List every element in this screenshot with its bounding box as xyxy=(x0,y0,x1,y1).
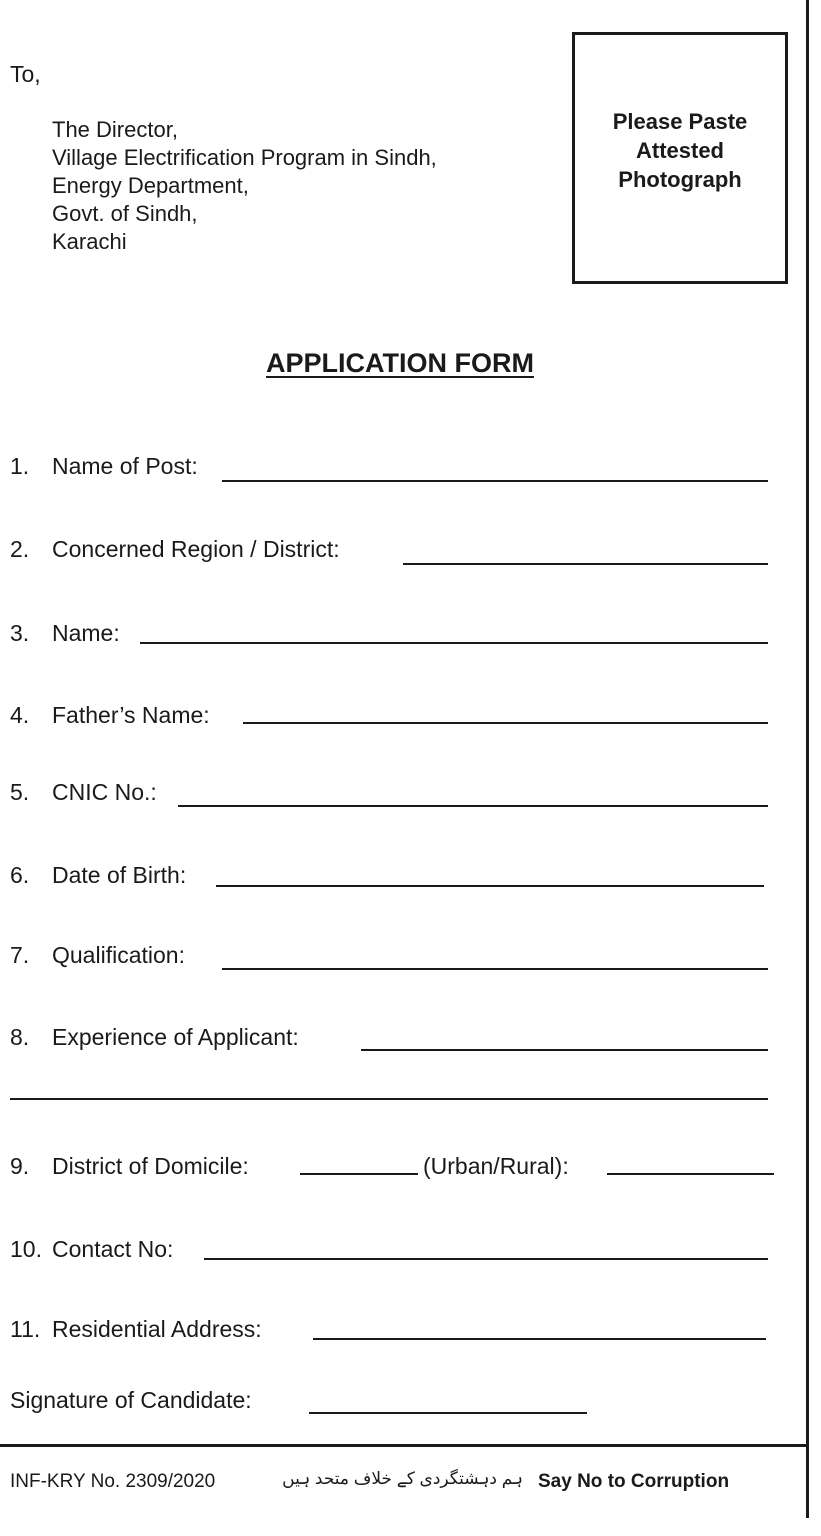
field-number: 10. xyxy=(10,1236,42,1262)
field-number: 11. xyxy=(10,1316,41,1342)
field-label-name: Name: xyxy=(52,620,120,646)
name-of-post-input-line[interactable] xyxy=(222,480,768,482)
field-label-fathers-name: Father’s Name: xyxy=(52,702,210,728)
field-number: 9. xyxy=(10,1153,30,1179)
address-line: The Director, xyxy=(52,117,178,142)
signature-label: Signature of Candidate: xyxy=(10,1387,252,1413)
address-line: Karachi xyxy=(52,229,127,254)
field-label-district-of-domicile: District of Domicile: xyxy=(52,1153,249,1179)
field-number: 8. xyxy=(10,1024,30,1050)
address-line: Govt. of Sindh, xyxy=(52,201,198,226)
qualification-input-line[interactable] xyxy=(222,968,768,970)
district-of-domicile-input-line[interactable] xyxy=(300,1173,418,1175)
experience-input-line-2[interactable] xyxy=(10,1098,768,1100)
address-line: Village Electrification Program in Sindh, xyxy=(52,145,437,170)
photo-paste-box[interactable] xyxy=(572,32,788,284)
field-label-urban-rural: (Urban/Rural): xyxy=(423,1153,569,1179)
field-number: 5. xyxy=(10,779,30,805)
field-number: 3. xyxy=(10,620,30,646)
field-number: 4. xyxy=(10,702,30,728)
field-label-residential-address: Residential Address: xyxy=(52,1316,262,1342)
concerned-region-input-line[interactable] xyxy=(403,563,768,565)
field-label-experience: Experience of Applicant: xyxy=(52,1024,299,1050)
residential-address-input-line[interactable] xyxy=(313,1338,766,1340)
signature-line[interactable] xyxy=(309,1412,587,1414)
cnic-input-line[interactable] xyxy=(178,805,768,807)
form-title: APPLICATION FORM xyxy=(266,348,534,378)
reference-number: INF-KRY No. 2309/2020 xyxy=(10,1471,216,1492)
photo-instruction-line: Attested xyxy=(635,138,724,163)
urdu-slogan: ہم دہشتگردی کے خلاف متحد ہیں xyxy=(282,1469,523,1488)
field-number: 6. xyxy=(10,862,30,888)
experience-input-line[interactable] xyxy=(361,1049,768,1051)
salutation: To, xyxy=(10,61,41,87)
field-number: 7. xyxy=(10,942,30,968)
field-number: 2. xyxy=(10,536,30,562)
date-of-birth-input-line[interactable] xyxy=(216,885,764,887)
field-label-cnic: CNIC No.: xyxy=(52,779,157,805)
contact-no-input-line[interactable] xyxy=(204,1258,768,1260)
page-right-border xyxy=(806,0,809,1518)
photo-instructions xyxy=(575,107,785,194)
field-label-name-of-post: Name of Post: xyxy=(52,453,198,479)
urban-rural-input-line[interactable] xyxy=(607,1173,774,1175)
corruption-slogan: Say No to Corruption xyxy=(538,1471,730,1492)
address-line: Energy Department, xyxy=(52,173,249,198)
recipient-address xyxy=(52,116,437,256)
field-label-date-of-birth: Date of Birth: xyxy=(52,862,187,888)
field-label-qualification: Qualification: xyxy=(52,942,185,968)
photo-instruction-line: Please Paste xyxy=(612,109,748,134)
field-label-contact-no: Contact No: xyxy=(52,1236,174,1262)
field-label-concerned-region: Concerned Region / District: xyxy=(52,536,340,562)
photo-instruction-line: Photograph xyxy=(618,167,742,192)
field-number: 1. xyxy=(10,453,30,479)
fathers-name-input-line[interactable] xyxy=(243,722,768,724)
footer-divider xyxy=(0,1444,809,1447)
name-input-line[interactable] xyxy=(140,642,768,644)
